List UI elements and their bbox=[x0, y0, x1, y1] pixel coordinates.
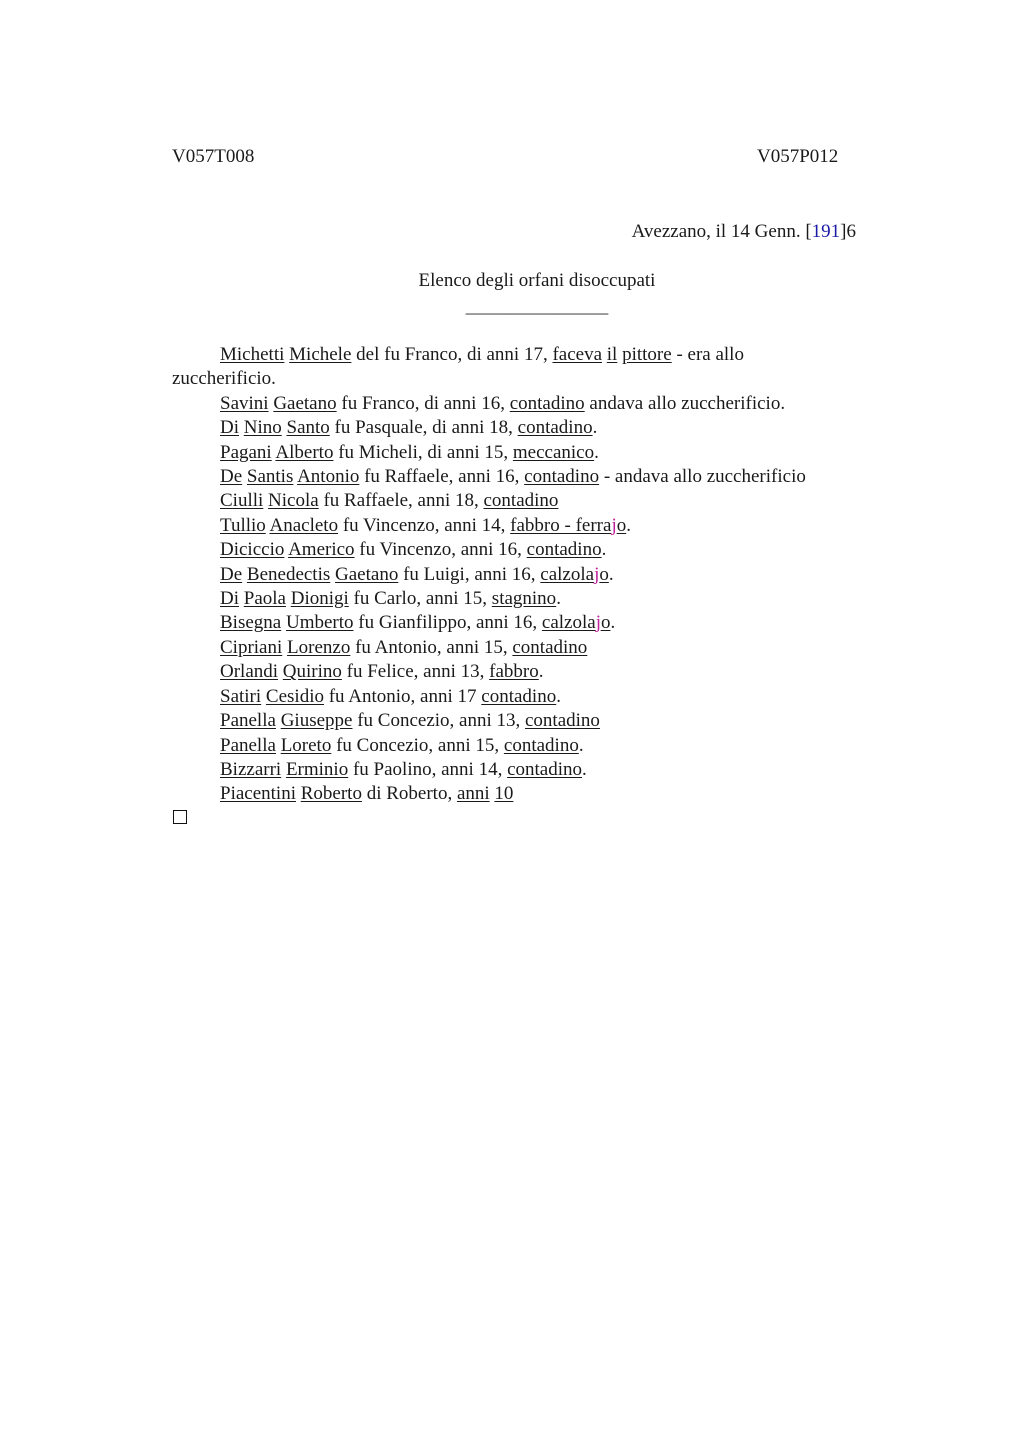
list-item bbox=[172, 611, 872, 635]
list-item bbox=[172, 343, 802, 392]
underlined-word: Di bbox=[220, 588, 239, 610]
underlined-word: Tullio bbox=[220, 514, 266, 536]
underlined-word: 10 bbox=[494, 783, 514, 805]
dateline-year-insert: 191 bbox=[811, 221, 841, 242]
underlined-word: Panella bbox=[220, 734, 276, 756]
entry-text: fu Micheli, di anni 15, bbox=[333, 441, 513, 463]
entry-text: fu Vincenzo, anni 16, bbox=[354, 539, 527, 561]
underlined-word: Gaetano bbox=[273, 392, 337, 414]
list-item bbox=[172, 392, 872, 416]
underlined-word: contadino bbox=[525, 710, 600, 732]
underlined-word: Piacentini bbox=[220, 783, 296, 805]
list-item bbox=[172, 734, 872, 758]
document-title: Elenco degli orfani disoccupati bbox=[418, 270, 656, 291]
title-rule: _______________ bbox=[465, 296, 609, 317]
list-item bbox=[172, 465, 872, 489]
entry-text: . bbox=[610, 612, 616, 634]
orphan-list bbox=[172, 343, 872, 807]
checkbox-square-icon bbox=[173, 810, 187, 824]
entry-text: . bbox=[626, 514, 631, 536]
underlined-word: fabbro bbox=[489, 661, 539, 683]
entry-text: . bbox=[538, 661, 544, 683]
list-item bbox=[172, 538, 872, 562]
entry-text: - andava allo zuccherificio bbox=[599, 466, 806, 488]
underlined-word: Bizzarri bbox=[220, 758, 282, 780]
document-code-left: V057T008 bbox=[172, 146, 255, 167]
underlined-word: Di bbox=[220, 417, 239, 439]
entry-text: fu Franco, di anni 16, bbox=[336, 392, 510, 414]
entry-text: fu Paolino, anni 14, bbox=[348, 758, 508, 780]
list-item bbox=[172, 685, 872, 709]
underlined-word: o bbox=[616, 514, 627, 536]
underlined-word: Dionigi bbox=[290, 588, 349, 610]
entry-text: andava allo zuccherificio. bbox=[584, 392, 786, 414]
entry-text: fu Carlo, anni 15, bbox=[348, 588, 492, 610]
underlined-word: o bbox=[600, 612, 611, 634]
entry-text: fu Luigi, anni 16, bbox=[398, 563, 541, 585]
underlined-word: Ciulli bbox=[220, 490, 264, 512]
entry-text: - era allo zuccherificio. bbox=[172, 344, 744, 390]
entry-text: . bbox=[556, 588, 561, 610]
list-item bbox=[172, 660, 872, 684]
underlined-word: Roberto bbox=[300, 783, 362, 805]
correction-letter: j bbox=[594, 563, 600, 585]
entry-text: fu Pasquale, di anni 18, bbox=[329, 417, 518, 439]
dateline bbox=[632, 221, 856, 243]
underlined-word: Loreto bbox=[280, 734, 332, 756]
underlined-word: Quirino bbox=[282, 661, 342, 683]
underlined-word: meccanico bbox=[512, 441, 595, 463]
underlined-word: contadino bbox=[509, 392, 585, 414]
underlined-word: Bisegna bbox=[220, 612, 282, 634]
correction-letter: j bbox=[611, 514, 617, 536]
underlined-word: contadino bbox=[483, 490, 559, 512]
entry-text: . bbox=[556, 685, 561, 707]
underlined-word: Cipriani bbox=[220, 636, 283, 658]
underlined-word: Nino bbox=[243, 417, 282, 439]
entry-text: fu Raffaele, anni 18, bbox=[318, 490, 484, 512]
entry-text: fu Concezio, anni 15, bbox=[331, 734, 504, 756]
entry-text: fu Felice, anni 13, bbox=[341, 661, 490, 683]
underlined-word: Giuseppe bbox=[280, 710, 353, 732]
underlined-word: Diciccio bbox=[220, 539, 285, 561]
entry-text: . bbox=[601, 539, 607, 561]
dateline-prefix: Avezzano, il 14 Genn. [ bbox=[631, 221, 812, 242]
list-item bbox=[172, 587, 872, 611]
underlined-word: Michetti bbox=[220, 344, 285, 365]
underlined-word: Benedectis bbox=[246, 563, 331, 585]
underlined-word: o bbox=[599, 563, 609, 585]
underlined-word: Santo bbox=[286, 417, 330, 439]
entry-text: fu Raffaele, anni 16, bbox=[359, 466, 525, 488]
underlined-word: contadino bbox=[481, 685, 557, 707]
underlined-word: Orlandi bbox=[220, 661, 279, 683]
underlined-word: Americo bbox=[288, 539, 355, 561]
list-item bbox=[172, 563, 872, 587]
entry-text: . bbox=[608, 563, 614, 585]
list-item bbox=[172, 782, 872, 806]
underlined-word: Alberto bbox=[275, 441, 334, 463]
dateline-suffix: ]6 bbox=[840, 221, 856, 242]
entry-text: fu Concezio, anni 13, bbox=[352, 710, 525, 732]
underlined-word: il bbox=[606, 344, 618, 365]
entry-text: . bbox=[578, 734, 584, 756]
list-item bbox=[172, 514, 872, 538]
underlined-word: contadino bbox=[526, 539, 602, 561]
underlined-word: Erminio bbox=[285, 758, 349, 780]
underlined-word: Nicola bbox=[268, 490, 319, 512]
underlined-word: faceva bbox=[552, 344, 603, 365]
underlined-word: Umberto bbox=[285, 612, 354, 634]
underlined-word: Cesidio bbox=[265, 685, 324, 707]
entry-text: fu Vincenzo, anni 14, bbox=[338, 514, 511, 536]
list-item bbox=[172, 416, 872, 440]
underlined-word: contadino bbox=[517, 417, 593, 439]
underlined-word: Lorenzo bbox=[287, 636, 351, 658]
underlined-word: stagnino bbox=[491, 588, 557, 610]
underlined-word: contadino bbox=[512, 636, 588, 658]
underlined-word: contadino bbox=[503, 734, 579, 756]
underlined-word: De bbox=[220, 563, 243, 585]
underlined-word: fabbro - ferra bbox=[510, 514, 612, 536]
underlined-word: Pagani bbox=[220, 441, 272, 463]
underlined-word: Anacleto bbox=[269, 514, 339, 536]
underlined-word: calzola bbox=[540, 563, 595, 585]
list-item bbox=[172, 709, 872, 733]
underlined-word: Gaetano bbox=[335, 563, 399, 585]
underlined-word: De bbox=[220, 466, 243, 488]
underlined-word: Savini bbox=[220, 392, 269, 414]
entry-text: fu Antonio, anni 17 bbox=[323, 685, 482, 707]
underlined-word: Panella bbox=[220, 710, 276, 732]
list-item bbox=[172, 489, 872, 513]
document-code-right: V057P012 bbox=[757, 146, 839, 167]
correction-letter: j bbox=[595, 612, 601, 634]
underlined-word: contadino bbox=[507, 758, 583, 780]
underlined-word: Antonio bbox=[297, 466, 360, 488]
entry-text: fu Antonio, anni 15, bbox=[350, 636, 513, 658]
entry-text: . bbox=[592, 417, 598, 439]
underlined-word: Michele bbox=[289, 344, 352, 365]
list-item bbox=[172, 636, 872, 660]
underlined-word: calzola bbox=[541, 612, 596, 634]
underlined-word: Paola bbox=[243, 588, 286, 610]
underlined-word: anni bbox=[456, 783, 490, 805]
entry-text: fu Gianfilippo, anni 16, bbox=[353, 612, 542, 634]
list-item bbox=[172, 758, 872, 782]
underlined-word: Satiri bbox=[220, 685, 262, 707]
entry-text: . bbox=[582, 758, 587, 780]
list-item bbox=[172, 441, 872, 465]
entry-text: di Roberto, bbox=[361, 783, 457, 805]
underlined-word: pittore bbox=[622, 344, 672, 365]
underlined-word: Santis bbox=[246, 466, 294, 488]
entry-text: . bbox=[594, 441, 599, 463]
entry-text: del fu Franco, di anni 17, bbox=[351, 344, 553, 365]
underlined-word: contadino bbox=[524, 466, 600, 488]
